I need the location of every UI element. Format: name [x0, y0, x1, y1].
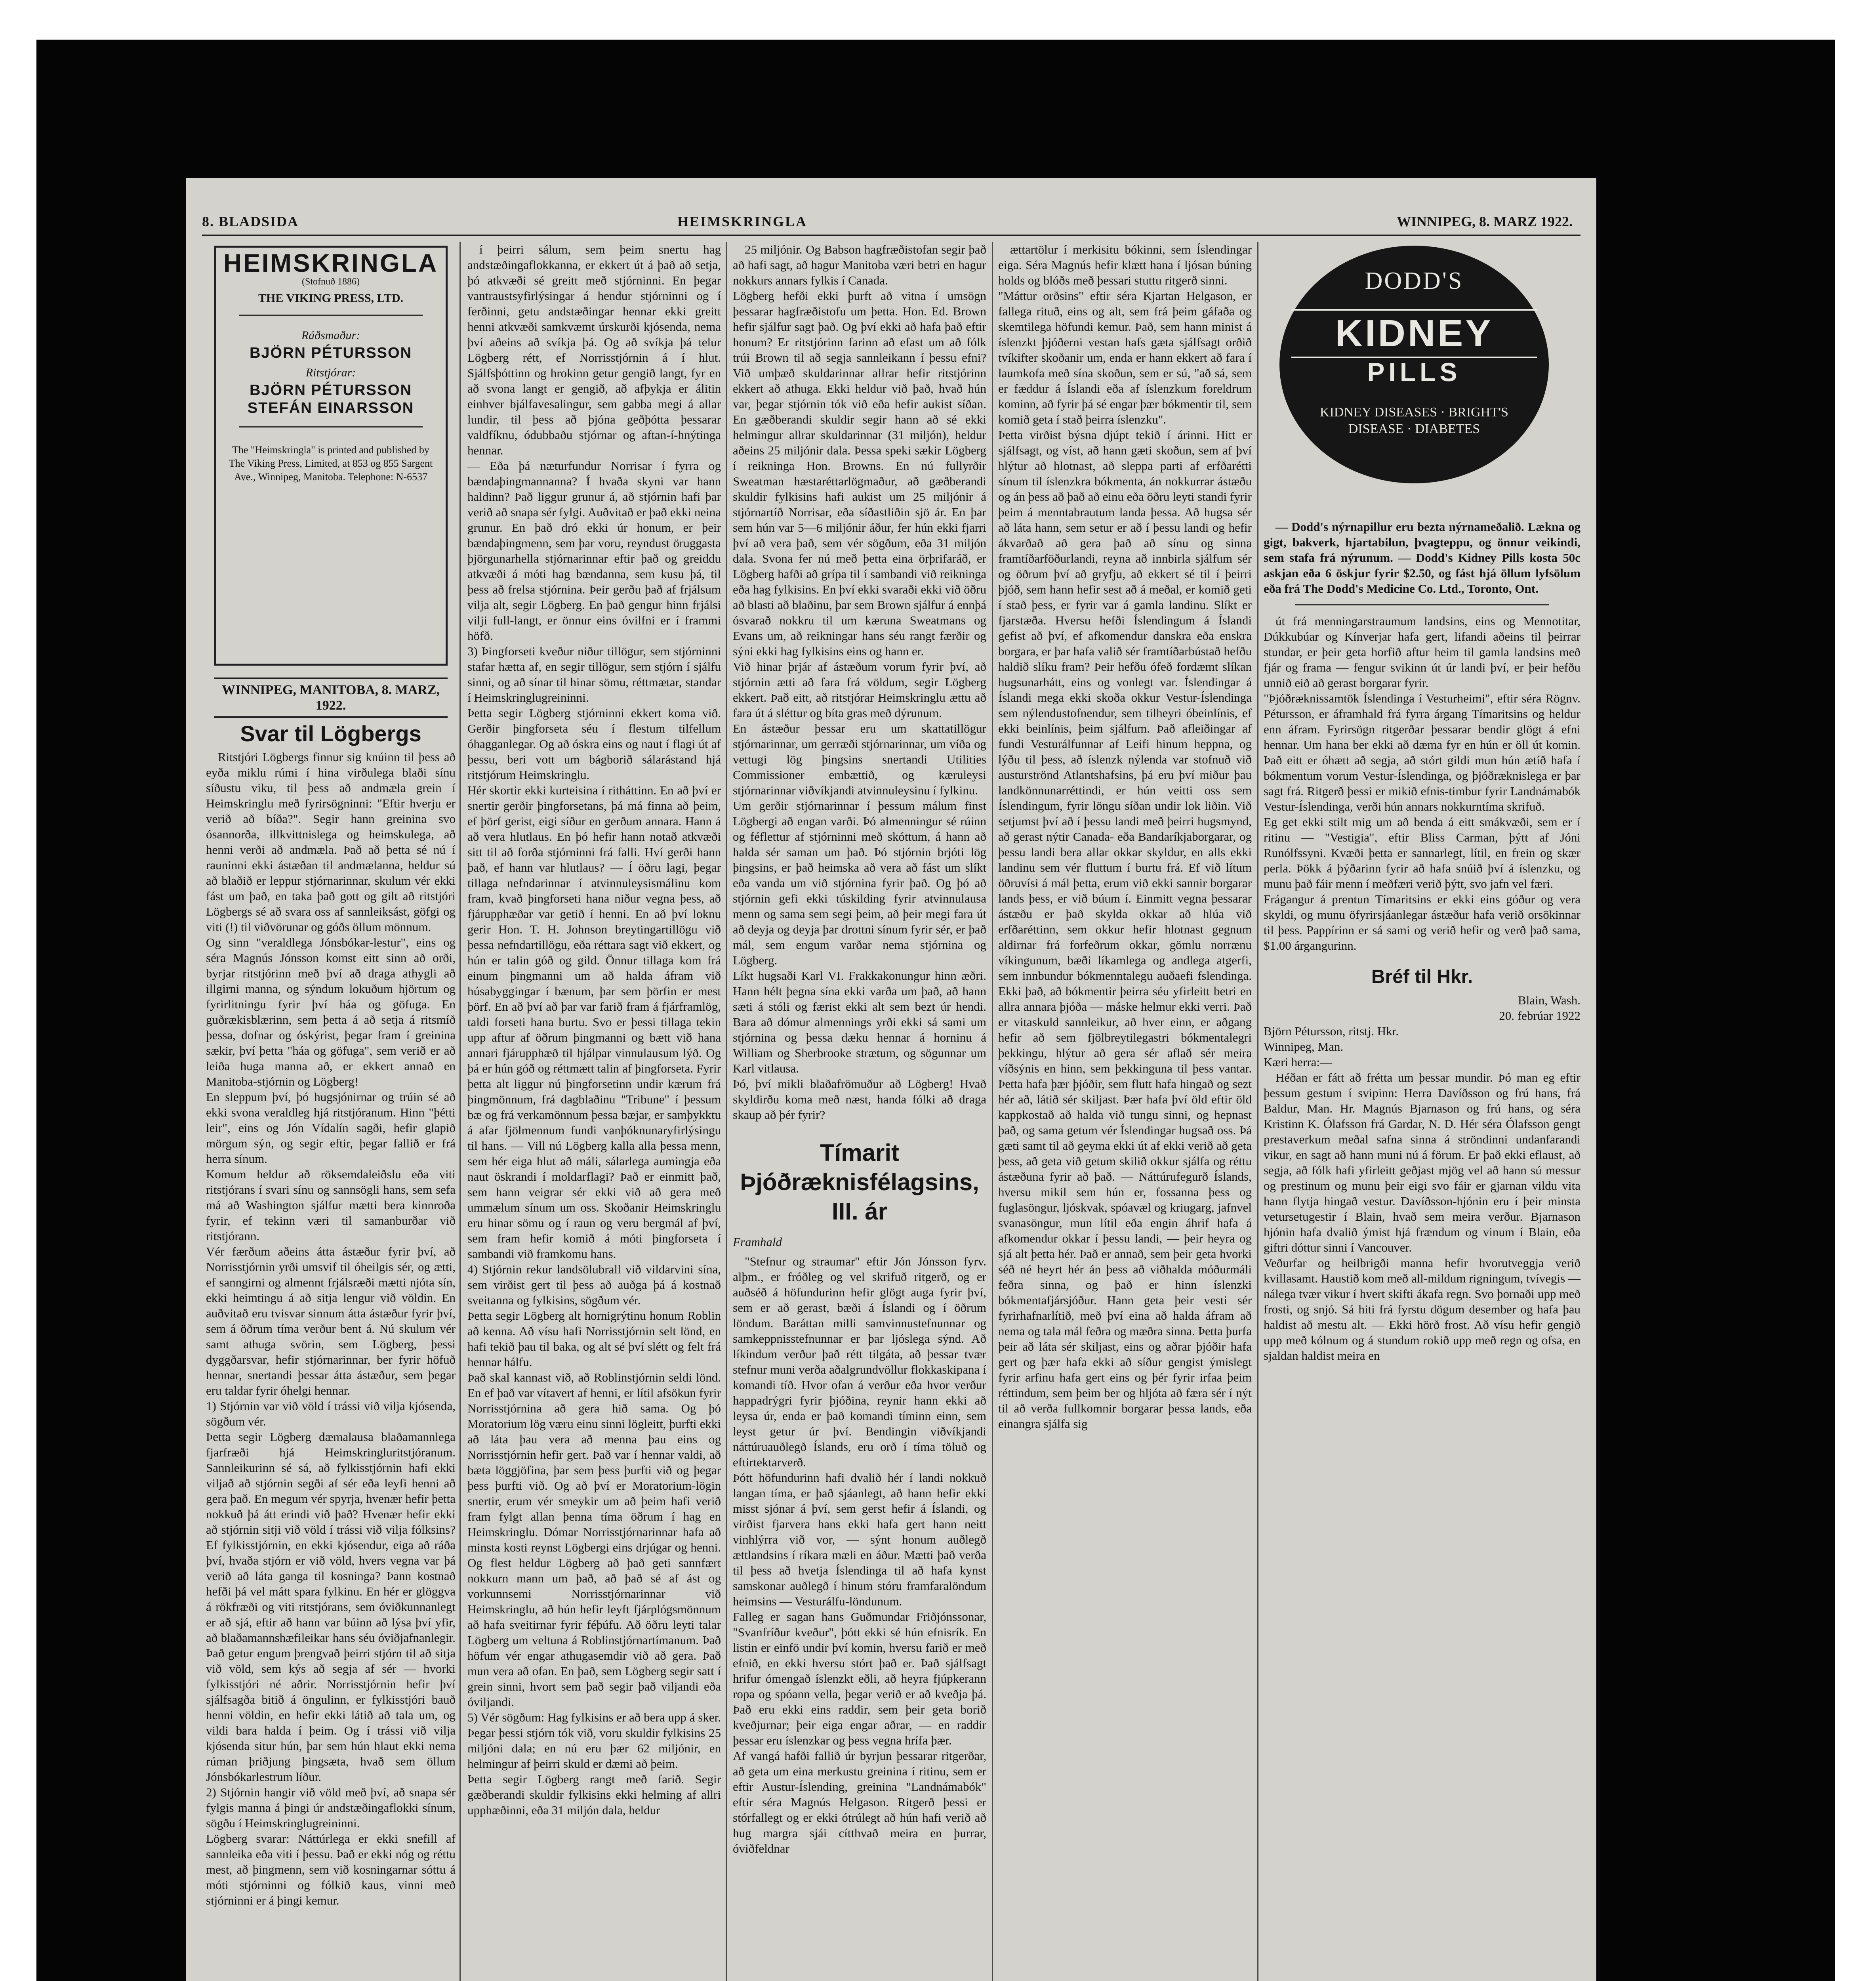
column-rule: [1257, 242, 1258, 1981]
column-rule: [459, 242, 461, 1981]
masthead-english-note: The "Heimskringla" is printed and published by The Viking Press, Limited, at 853 og 855 Sargent Ave., Winnipeg, Manitoba. Telephone: N-6537: [229, 444, 433, 483]
letter-place: Blain, Wash.: [1518, 993, 1580, 1007]
column-4: [998, 242, 1252, 1981]
column-rule: [992, 242, 993, 1981]
ad-brand: DODD'S: [1365, 267, 1464, 294]
column-1: [206, 242, 456, 1981]
advertisement-text: — Dodd's nýrnapillur eru bezta nýrnameðalið. Lækna og gigt, bakverk, hjartabilun, þvagteppu, og önnur veikindi, sem stafa frá nýrunum. — Dodd's Kidney Pills kosta 50c askjan eða 6 öskjur fyrir $2.50, og fást hjá öllum lyfsölum eða frá The Dodd's Medicine Co. Ltd., Toronto, Ont.: [1264, 520, 1584, 595]
editors-label: Ritstjórar:: [305, 366, 356, 379]
page-header: [202, 211, 1580, 236]
column-3: [733, 242, 986, 1981]
article-body-timarit: "Stefnur og straumar" eftir Jón Jónsson fyrv. alþm., er fróðleg og vel skrifuð ritgerð, og er auðséð á höfundurinn hefir glögt auga fyrir því, sem er að gerast, bæði á Íslandi og í öðrum löndum. Baráttan milli samvinnustefnunnar og samkeppnisstefnunnar er þar ljóslega sýnd. Að líkindum verður það rétt tilgáta, að þessar tvær stefnur muni verða aðalgrundvöllur flokkaskipana í komandi tíð. Hvor ofan á verður eða hvor verður happadrýgri fyrir þjóðina, reynir hann ekki að leysa úr, enda er það komandi tíminn einn, sem leyst getur úr því. Bendingin viðvíkjandi náttúruauðlegð Íslands, eru orð í tíma töluð og eftirtektarverð. Þótt höfundurinn hafi dvalið hér í landi nokkuð langan tíma, er það sjáanlegt, að hann hefir ekki misst sjónar á því, sem gerst hefir á Íslandi, og virðist fjarvera hans ekki hafa gert hann neitt vinhlýrra við vor, — sýnt honum auðlegð ættlandsins í ríkara mæli en áður. Mætti það verða til þess að hvetja Íslendinga til að hafa kynst samskonar auðlegð í hinum stóru framfaralöndum heimsins — Vesturálfu-löndunum. Falleg er sagan hans Guðmundar Friðjónssonar, "Svanfríður kveður", þótt ekki sé hún efnisrík. En listin er einfö undir því komin, hversu farið er með efnið, en ekki hversu stórt það er. Það sjálfsagt hrifur ómengað íslenzkt eðli, að heyra fjúpkerann ropa og spóann vella, þegar verið er að kveðja þá. Það eru ekki eins raddir, sem þeir geta borið kveðjurnar; þeir eiga engar aðrar, — en raddir þessar eru íslenzkar og þess vegna hrífa þær. Af vangá hafði fallið úr byrjun þessarar ritgerðar, að geta um eina merkustu greinina í ritinu, sem er eftir Austur-Íslending, greinina "Landnámabók" eftir séra Magnús Helgason. Ritgerð þessi er stórfallegt og er ekki ótrúlegt að hún hafi verið að hug margra sjái cítthvað meira en þurrar, óviðfeldnar: [733, 1254, 986, 1855]
column-5: [1264, 242, 1584, 1981]
section-divider: [1295, 604, 1549, 605]
article-body-timarit-continued: ættartölur í merkisitu bókinni, sem Íslendingar eiga. Séra Magnús hefir klætt hana í ljósan búning holds og blóðs með þessari stuttu ritgerð sinni. "Máttur orðsins" eftir séra Kjartan Helgason, er fallega rituð, eins og alt, sem frá þeim gáfaða og skemtilega höfundi kemur. Það, sem hann minist á íslenzkt þjóðerni vestan hafs gæta sjálfsagt orðið tvíkifter skoðanir um, enda er hann ekkert að fara í laumkofa með sína skoðun, sem er sú, "að sá, sem er fæddur á Íslandi eða af íslenzkum foreldrum kominn, að fyrir þá sé engar þær bókmentir til, sem komið geta í stað þeirra íslenzku". Þetta virðist býsna djúpt tekið í árinni. Hitt er sjálfsagt, og víst, að hann gæti skoðun, sem af því hlýtur að hlotnast, að sleppa parti af erfðarétti sínum til íslenzkra bókmenta, án nokkurrar ástæðu og án þess að það að einu eða öðru leyti standi fyrir þeim á menntabrautum landa þessa. Að hugsa sér að láta hann, sem setur er að í þessu landi og hefir ákvarðað að gera það að sínu og sinna framtíðarföðurlandi, reyna að innbirla sjálfum sér og öðrum því að gryfju, að ekkert sé til í þeirri þjóð, sem hann hefir sest að á meðal, er komið geti í stað þess, er fyrir var á gamla landinu. Slíkt er fjarstæða. Hversu hefði Íslendingum á Íslandi gefist að því, ef afkomendur danskra eða enskra borgara, er þar hafa valið sér framtíðarbústað hefðu haldið slíku fram? Þeir hefðu ófeð fordæmt slíkan hugsunarhátt, eins og vonlegt var. Íslendingar á Íslandi mega ekki skoða okkur Vestur-Íslendinga sem nýlendustofnendur, sem tilheyri óbeinlínis, ef ekki beinlínis, þeim sjálfum. Það afleiðingar af fundi Vesturálfunnar af Leifi hinum heppna, og lýðu til þess, að íslenzk nýlenda var stofnuð við austurströnd Atlantshafsins, þá eru því miður þau landkönnunarréttindi, er hún veitti oss sem Íslendingum, fyrir löngu síðan undir lok liðin. Við setjumst því að í þessu landi með þeirri hugsmynd, að gerast nýtir Canada- eða Bandaríkjaborgarar, og þessu landi bera allar okkar skyldur, en alls ekki landinu sem vér fluttum í burtu frá. Ef við lítum öðruvísi á mál þetta, erum við ekki sannir borgarar lands þess, er við búum í. Einmitt vegna þessarar ástæðu er það skylda okkar að hlúa við erfðaréttinn, sem okkur hefir hlotnast gegnum aldirnar frá forfeðrum okkar, gömlu norrænu víkingunum, bæði líkamlega og andlega atgerfi, sem innbundur bókmenntalegu auðaefi fslendinga. Ekki það, að bókmentir þeirra séu yfirleitt betri en allra annara þjóða — máske helmur ekki verri. Það er vitaskuld sannleikur, að hver einn, er aðgang hefir að sem fjölbreytilegastri bókmentalegri þekkingu, hlýtur að gera sér aflað sér meira víðsýnis en hinn, sem þekkinguna til þess vantar. Þetta hafa þær þjóðir, sem flutt hafa hingað og sezt hér að, látið sér skiljast. Þær hafa því öld eftir öld kappkostað að halda við tungu sinni, og hepnast það, og sama getum vér Íslendingar hugsað oss. Þá gæti samt til að geyma ekki út af ekki verið að geta þess, að geta við getum skilið okkur sjálfa og réttu ástæðuna fyrir að það. — Náttúrufegurð Íslands, hversu mikil sem hún er, fossanna þess og fuglasöngur, ljóskvak, spóavæl og kriugarg, jafnvel svanasöngur, mun lítil eða engin áhrif hafa á afkomendur okkar í þessu landi, — þeir heyra og sjá alt þetta hér. Það er annað, sem þeir geta hvorki séð né heyrt hér án þess að viðhalda móðurmáli feðra sinna, og það er hinn íslenzki bókmentafjársjóður. Hann geta þeir vesti sér fyrirhafnarlítið, með því eina að halda áfram að nema og tala mál feðra og mæðra sinna. Þetta þurfa þeir að láta sér skiljast, eins og aðrar þjóðir hafa gert og þær hafa ekki að síður gengist ýmislegt fyrir arfinu hafa gert eins og þér fyrir irfaa þeim réttindum, sem þeim ber og hljóta að færa sér í nýt til að verða fullkomnir borgarar þessa lands, eða einangra sjálfa sig: [998, 242, 1252, 1431]
masthead-title: HEIMSKRINGLA: [223, 249, 438, 277]
column-2: [467, 242, 721, 1981]
page-number: 8. BLADSIDA: [202, 214, 299, 229]
masthead-box: [214, 246, 448, 666]
article-headline-svar: Svar til Lögbergs: [240, 721, 421, 746]
dateline: WINNIPEG, MANITOBA, 8. MARZ, 1922.: [214, 678, 448, 718]
masthead-divider: [239, 426, 423, 427]
editor-name-1: BJÖRN PÉTURSSON: [249, 382, 412, 399]
masthead-divider: [239, 315, 423, 316]
manager-name: BJÖRN PÉTURSSON: [249, 345, 412, 361]
ad-product: KIDNEY: [1291, 309, 1537, 358]
ad-pills-label: PILLS: [1367, 357, 1461, 387]
editor-name-2: STEFÁN EINARSSON: [247, 400, 414, 416]
article-headline-timarit: Tímarit Þjóðræknisfélagsins, III. ár: [740, 1139, 979, 1225]
column-rule: [726, 242, 727, 1981]
letter-date: 20. febrúar 1922: [1499, 1009, 1580, 1023]
article-body-svar-continued: í þeirri sálum, sem þeim snertu hag andstæðingaflokkanna, er ekkert út á það að setja, þó atkvæði sé greitt með stjórninni. En þegar vantraustsyfirlýsingar á hendur stjórninni og í ferðinni, getu andstæðingar hennar ekki greitt henni atkvæði samkvæmt úrskurði kjósenda, nema því aðeins að svíkja þá. Og að svíkja þá telur Lögberg rétt, ef Norrisstjórnin á í hlut. Sjálfsþóttinn og hrokinn getur gengið langt, fyr en að svona langt er gengið, að afþykja er álitin einhver bjálfavesalingur, sem gabba megi á allar lundir, til þess að þjóna geðþótta þessarar valdfíknu, ódubbaðu stjórnar og aftan-í-hnýtinga hennar. — Eða þá næturfundur Norrisar í fyrra og bændaþingmannanna? Í hvaða skyni var hann haldinn? Það liggur grunur á, að stjórnin hafi þar verið að snapa sér fylgi. Auðvitað er það ekki neina grunur. En það dró ekki úr honum, er þeir bændaþingmenn, sem þar voru, reyndust öruggasta þjörgunarhella stjórnarinnar eftir það og greiddu atkvæði á móti hag bændanna, sem kusu þá, til þess að frelsa stjórnina. Þeir gerðu það af frjálsum vilja alt, segir Lögberg. En það gengur hinn frjálsi vilji full-langt, er önnur eins óvilfni er í frammi höfð. 3) Þingforseti kveður niður tillögur, sem stjórninni stafar hætta af, en segir tillögur, sem stjórn í sjálfu sinni, og að sínar til hinar sömu, réttmætar, standar í Heimskringlugreininni. Þetta segir Lögberg stjórninni ekkert koma við. Gerðir þingforseta séu í flestum tilfellum óhagganlegar. Og að óskra eins og naut í flagi út af þessu, beri vott um bágborið sálarástand hjá ritstjórum Heimskringlu. Hér skortir ekki kurteisina í ritháttinn. En að því er snertir gerðir þingforsetans, þá má finna að þeim, ef þörf gerist, eigi síður en gerðum annara. Hann á að vera hlutlaus. En þó hefir hann notað atkvæði sitt til að forða stjórninni frá falli. Hví gerði hann það, ef hann var hlutlaus? — Í öðru lagi, þegar tillaga nefndarinnar í atvinnuleysismálinu kom fram, kvað þingforseti hana niður vegna þess, að fjárupphæðar var getið í henni. En að því loknu gerir Hon. T. H. Johnson breytingartillögu við þessa nefndartillögu, eða réttara sagt við ekkert, og hún er talin góð og gild. Önnur tillaga kom frá einum þingmanni um að halda áfram við húsabyggingar í bænum, þar sem þörfin er mest þörf. En að því að þar var farið fram á fjárframlög, taldi forseti hana burtu. Svo er þessi tillaga tekin upp aftur af öðrum þingmanni og bætt við hana annari fjárupphæð til hjálpar vinnulausum lýð. Og þá er hún góð og réttmætt talin af þingforseta. Fyrir þetta alt liggur nú þingforsetinn undir kærum frá þingmönnum, frá dagblaðinu "Tribune" í þessum bæ og frá verkamönnum þessa bæjar, er samþykktu á afar fjölmennum fundi vanþóknunaryfirlýsingu til hans. — Vill nú Lögberg kalla alla þessa menn, sem hér eiga hlut að máli, sálarlega aumingja eða naut öskrandi í moldarflagi? Það er einmitt það, sem hann veigrar sér ekki við að gera með ummælum sínum um oss. Skoðanir Heimskringlu eru hinar sömu og í raun og veru bergmál af því, sem fram hefir komið á móti þingforseta í sambandi við framkomu hans. 4) Stjórnin rekur landsölubrall við vildarvini sína, sem virðist gert til þess að auðga þá á kostnað sveitanna og fylkisins, sögðum vér. Þetta segir Lögberg alt hornigrýtinu honum Roblin að kenna. Að vísu hafi Norrisstjórnin selt lönd, en hafi tekið þau til baka, og alt sé því slétt og felt frá hennar hálfu. Það skal kannast við, að Roblinstjórnin seldi lönd. En ef það var vítavert af henni, er lítil afsökun fyrir Norrisstjórnina að gera hið sama. Og þó Moratorium lög væru einu sinni lögleitt, þurfti ekki að láta þau vera að menna þau eins og Norrisstjórnin hefir gert. Það var í hennar valdi, að bæta löggjöfina, þar sem þess þurfti við og þegar þess þurfti við. Og að því er Moratorium-lögin snertir, erum vér smeykir um að þeim hafi verið fram fylgt allan þenna tíma öðrum í hag en Heimskringlu. Dómar Norrisstjórnarinnar hafa að minsta kosti reynst Lögbergi eins drjúgar og henni. Og flest heldur Lögberg að það geti sannfært nokkurn mann um það, að það sé af ást og vorkunnsemi Norrisstjórnarinnar við Heimskringlu, að hún hefir leyft fjárplógsmönnum að hafa sveitirnar fyrir féþúfu. Að öðru leyti talar Lögberg um veltuna á Roblinstjórnartímanum. Það höfum vér engar athugasemdir við að gera. Það mun vera að ofan. En það, sem Lögberg segir satt í grein sinni, hvort sem það segir það viljandi eða óviljandi. 5) Vér sögðum: Hag fylkisins er að bera upp á sker. Þegar þessi stjórn tók við, voru skuldir fylkisins 25 miljóni dala; en nú eru þær 62 miljónir, en helmingur af þeirri skuld er dæmi að þeim. Þetta segir Lögberg rangt með farið. Segir gæðberandi skuldir fylkisins ekki helming af allri upphæðinni, eða 31 miljón dala, heldur: [467, 242, 721, 1817]
ad-band-text: KIDNEY DISEASES · BRIGHT'S DISEASE · DIABETES: [1319, 405, 1509, 436]
manager-label: Ráðsmaður:: [301, 329, 360, 342]
masthead-founded: (Stofnuð 1886): [302, 277, 360, 287]
masthead-publisher: THE VIKING PRESS, LTD.: [258, 292, 403, 305]
article-body-svar-end: 25 miljónir. Og Babson hagfræðistofan segir það að hafi sagt, að hagur Manitoba væri betri en hagur nokkurs annars fylkis í Canada. Lögberg hefði ekki þurft að vitna í umsögn þessarar hagfræðistofu um þetta. Hon. Ed. Brown hefir sjálfur sagt það. Og því ekki að hafa það eftir honum? Er ritstjórinn farinn að efast um að fólk trúi Brown til að segja sannleikann í þessu efni? Við umþæð skuldarinnar allrar hefir ritstjórinn ekkert að athuga. Ekki heldur við það, hvað hún var, þegar stjórnin tók við eða hefir aukist síðan. En gæðberandi skuldir segir hann að sé ekki helmingur allrar skuldarinnar (31 miljón), heldur aðeins 25 miljónir dala. Þessa speki sækir Lögberg í reikninga Hon. Browns. En nú fullyrðir Sweatman hæstaréttarlögmaður, að gæðberandi skuldir fylkisins hafi aukist um 25 miljónir á stjórnartíð Norrisar, eða síðastliðin sjö ár. En þar sem hún var 5—6 miljónir áður, fer hún ekki fjarri því að vera það, sem vér sögðum, eða 31 miljón dala. Svona fer nú með þetta eina örþrifaráð, er Lögberg hafði að grípa til í sambandi við reikninga eða hag fylkisins. En því ekki svaraði ekki við öðru að blasti að blaðinu, þar sem Brown sjálfur á ennþá ósvarað nokkru til um kæruna Sweatmans og Evans um, að reikningar hans séu rangt færðir og sýni ekki hag fylkisins eins og hann er. Við hinar þrjár af ástæðum vorum fyrir því, að stjórnin ætti að fara frá völdum, segir Lögberg ekkert. Það eitt, að ritstjórar Heimskringlu ættu að fara út á sléttur og bíta gras með dýrunum. En ástæður þessar eru um skattatillögur stjórnarinnar, um gerræði stjórnarinnar, um víða og vettugi lög þingsins snertandi Utilities Commissioner embættið, og kæruleysi stjórnarinnar viðvíkjandi atvinnuleysinu í fylkinu. Um gerðir stjórnarinnar í þessum málum finst Lögbergi að engan varði. Þó almenningur sé rúinn og féflettur af stjórninni með skóttum, á hann að halda sér saman um það. Þó stjórnin brjóti lög þingsins, er það heimska að vera að fást um slíkt eða vanda um við stjórnina fyrir það. Og þó að stjórnin gefi ekki túskilding fyrir atvinnulausa menn og sama sem segi þeim, að þeir megi fara út að deyja og deyja þar drottni sínum fyrir sér, er það mál, sem engum varðar nema stjórnina og Lögberg. Líkt hugsaði Karl VI. Frakkakonungur hinn æðri. Hann hélt þegna sína ekki varða um það, að hann sæti á stóli og færist ekki alt sem bezt úr hendi. Bara að dómur almennings yrði ekki sá sami um stjórnina og þessa dæku hennar á horninu á William og Sherbrooke strætum, og sögunnar um Karl vitlausa. Þó, því mikli blaðafrömuður að Lögberg! Hvað skyldirðu koma með næst, handa fólki að draga skaup að þér fyrir?: [733, 242, 986, 1122]
newspaper-page: [186, 178, 1596, 1981]
article-body-timarit-end: út frá menningarstraumum landsins, eins og Mennotitar, Dúkkubúar og Kínverjar hafa gert, lifandi aðeins til þeirrar stundar, er þeir geta horfið aftur heim til gamla landsins með fjár og frama — fengur svikinn út úr landi því, er þeir hefðu unnið eið að gerast borgarar fyrir. "Þjóðræknissamtök Íslendinga í Vesturheimi", eftir séra Rögnv. Pétursson, er áframhald frá fyrra árgang Tímaritsins og heldur enn áfram. Fyrirsögn ritgerðar þessarar bendir glögt á efni hennar. Um hana ber ekki að dæma fyr en hún er öll út komin. Það eitt er óhætt að segja, að stórt gildi mun hún ætíð hafa í bókmentum vorum Vestur-Íslendinga, og þjóðræknislega er þar sagt frá. Ritgerð þessi er mikið efnis-timbur fyrir Landnámabók Vestur-Íslendinga, verði hún annars nokkurntíma skrifuð. Eg get ekki stilt mig um að benda á eitt smákvæði, sem er í ritinu — "Vestigia", eftir Bliss Carman, þýtt af Jóni Runólfssyni. Kvæði þetta er sannarlegt, lítil, en frein og skær perla. Þökk á þýðarinn fyrir að hafa snúið því á íslenzku, og munu það fáir menn í meðfæri verið þýtt, svo jafn vel færi. Frágangur á prentun Tímaritsins er ekki eins góður og vera skyldi, og munu öfyrirsjáanlegar ástæður hafa verið orsökinnar til þess. Pappírinn er sá sami og verið hefir og verð það sama, $1.00 árgangurinn.: [1264, 614, 1580, 952]
continued-note: Framhald: [733, 1235, 782, 1249]
pill-box-logo: [1279, 246, 1549, 483]
letter-addressee: Björn Pétursson, ritstj. Hkr. Winnipeg, Man. Kæri herra:—: [1264, 1024, 1399, 1069]
article-body-svar: Ritstjóri Lögbergs finnur sig knúinn til þess að eyða miklu rúmi í hina virðulega blaði sínu síðustu viku, til þess að andmæla grein í Heimskringlu með fyrirsögninni: "Eftir hverju er verið að bíða?". Segir hann greinina svo ósannorða, illkvittnislega og heimskulega, að henni verði að andmæla. Það að þetta sé nú í rauninni ekki ástæðan til andmælanna, heldur sú að blaðið er leppur stjórnarinnar, skulum vér ekki fást um það, en taka það gott og gilt að ritstjóri Lögbergs sé að svara oss af sannleiksást, göfgi og viti (!) til viðvörunar og góðs öllum mönnum. Og sinn "veraldlega Jónsbókar-lestur", eins og séra Magnús Jónsson komst eitt sinn að orði, byrjar ritstjórinn með því að draga athygli að illgirni manna, og sýndum lokuðum hjörtum og fyrirlitningu fyrir því háa og göfuga. En guðrækisblærinn, sem þetta á að setja á ritsmíð þessa, dofnar og óskýrist, þegar fram í greinina sækir, því þetta "háa og göfuga", sem verið er að leiða huga manna að, er ekkert annað en Manitoba-stjórnin og Lögberg! En sleppum því, þó hugsjónirnar og trúin sé að ekki svona veraldleg hjá ritstjóranum. Hinn "þétti leir", eins og Jón Vídalín sagði, hefir glapið mörgum sýn, og segir eftir, þegar fallið er frá herra sínum. Komum heldur að röksemdaleiðslu eða viti ritstjórans í svari sínu og sannsögli hans, sem sefa má að Washington sjálfur mætti bera kinnroða fyrir, ef tekinn væri til samanburðar við ritstjórann. Vér færðum aðeins átta ástæður fyrir því, að Norrisstjórnin yrði umsvif til óheilgis sér, og ætti, ef sanngirni og almennt frjálsræði mætti njóta sín, ekki heimtingu á að sitja lengur við völdin. En auðvitað eru tvisvar sinnum átta ástæður fyrir því, sem á öðrum tíma verður bent á. Nú skulum vér samt athuga svörin, sem Lögberg, þessi dyggðarsvar, hefir stjórnarinnar, ber fyrir höfuð hennar, snertandi þessar átta ástæður, sem þegar eru taldar fyrir óhelgi hennar. 1) Stjórnin var við völd í trássi við vilja kjósenda, sögðum vér. Þetta segir Lögberg dæmalausa blaðamannlega fjarfræði hjá Heimskringluritstjóranum. Sannleikurinn sé sá, að fylkisstjórnin hafi ekki viljað að stjórnin segði af sér eða leyfi henni að gera það. En megum vér spyrja, hvenær hefir þetta nokkuð þá átt erindi við það? Hvenær hefir ekki að stjórnin sitji við völd í trássi við vilja fólksins? Ef fylkisstjórnin, en ekki kjósendur, eiga að ráða því, hvaða stjórn er við völd, hvers vegna var þá verið að láta ganga til kosninga? Þann kostnað hefði þá vel mátt spara fylkinu. En hér er glöggva á rökfræði og viti ritstjórans, sem óviðkunnanlegt er að sjá, eftir að hann var búinn að lýsa því yfir, að blaðamannshæfileikar hans séu óviðjafnanlegir. Það getur engum þrengvað þeirri stjórn til að sitja við völd, sem kýs að segja af sér — hvorki fylkisstjóri né aðrir. Norrisstjórnin hefir því sjálfsagða bitið á öngulinn, er fylkisstjóri bauð henni völdin, en hefir ekki látið að tala um, og vildi bara halda í þeim. Og í trássi við vilja kjósenda situr hún, þar sem hún hlaut ekki nema rúman þriðjung þingsæta, hvað sem öllum Jónsbókarlestrum líður. 2) Stjórnin hangir við völd með því, að snapa sér fylgis manna á þingi úr andstæðingaflokki sínum, sögðu í Heimskringlugreininni. Lögberg svarar: Náttúrlega er ekki snefill af sannleika eða viti í þessu. Það er ekki nóg og réttu mest, að þingmenn, sem við kosningarnar sóttu á móti stjórninni og fólkið kaus, vinni með stjórninni er á þingi kemur.: [206, 750, 456, 1907]
newspaper-name: HEIMSKRINGLA: [677, 214, 808, 229]
issue-date: WINNIPEG, 8. MARZ 1922.: [1396, 214, 1573, 229]
article-headline-bref: Bréf til Hkr.: [1371, 966, 1473, 987]
article-body-bref: Héðan er fátt að frétta um þessar mundir. Þó man eg eftir þessum gestum í svipinn: Herra Davíðsson og frú hans, frá Baldur, Man. Hr. Magnús Bjarnason og frú hans, og séra Kristinn K. Ólafsson frá Gardar, N. D. Hér séra Ólafsson gengt prestaverkum meðal safna sinna á ströndinni undanfarandi vikur, en sagt að hann muni nú á förum. Er það ekki eflaust, að segja, að fólk hafi yfirleitt geðjast mjög vel að hann sú messur og prestinum og munu þeir eigi svo fáir er gjarnan vildu vita hann flytja hingað vestur. Davíðsson-hjónin eru í þeir minsta vetursetugestir í Blain, hvað sem meira verður. Bjarnason hjónin hafa dvalið ýmist hjá frændum og vinum í Blain, eða giftri dóttur sinni í Vancouver. Veðurfar og heilbrigði manna hefir hvorutveggja verið kvillasamt. Haustið kom með all-mildum rigningum, tvívegis — nálega tvær vikur í hvert skifti ákafa regn. Svo þornaði upp með frosti, og snjó. Sá hiti frá fyrstu dögum desember og hafa þau haldist að mestu alt. — Ekki hörð frost. Að vísu hefir gengið upp með kólnum og á stundum rokið upp með regn og ofsa, en sjaldan haldist meira en: [1264, 1071, 1580, 1363]
advertisement-dodds: [1268, 242, 1577, 519]
